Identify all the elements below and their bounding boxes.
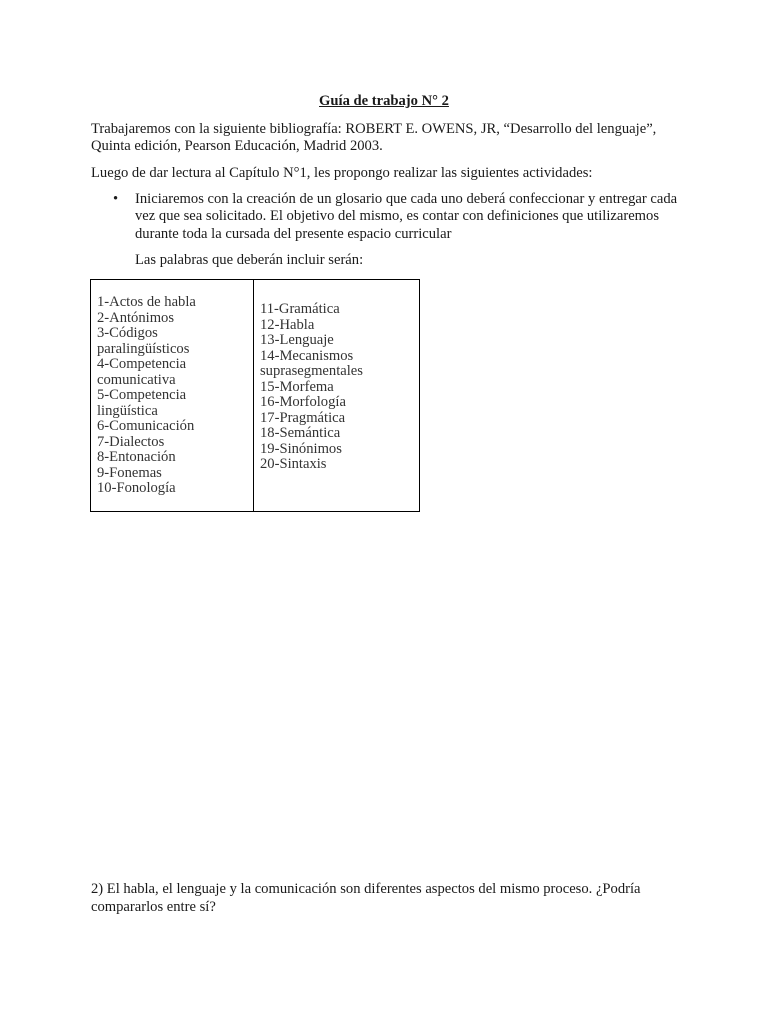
term-line: 1-Actos de habla xyxy=(97,294,196,310)
instructions-paragraph: Luego de dar lectura al Capítulo N°1, les propongo realizar las siguientes actividades: xyxy=(91,165,593,181)
term-line: 3-Códigos xyxy=(97,325,158,341)
glossary-terms-table xyxy=(90,279,420,512)
terms-column-right xyxy=(254,280,419,511)
term-line: 5-Competencia xyxy=(97,387,187,403)
term-line: 7-Dialectos xyxy=(97,433,165,450)
bibliography-paragraph: Trabajaremos con la siguiente bibliografía: ROBERT E. OWENS, JR, “Desarrollo del lenguaje”, Quinta edición, Pearson Educación, Madrid 2003. xyxy=(91,121,657,154)
words-intro: Las palabras que deberán incluir serán: xyxy=(135,252,364,268)
term-line: 8-Entonación xyxy=(97,449,176,465)
term-line: 17-Pragmática xyxy=(260,409,346,426)
bullet-text: Iniciaremos con la creación de un glosario que cada uno deberá confeccionar y entregar cada vez que sea solicitado. El objetivo del mismo, es contar con definiciones que utilizaremos durante toda la cursada del presente espacio curricular xyxy=(135,191,678,242)
term-line: 13-Lenguaje xyxy=(260,332,334,348)
term-line: comunicativa xyxy=(97,371,176,388)
term-line: 4-Competencia xyxy=(97,356,187,372)
term-line: 10-Fonología xyxy=(97,480,176,496)
term-line: 19-Sinónimos xyxy=(260,440,342,457)
term-line: 18-Semántica xyxy=(260,425,341,441)
term-line: 14-Mecanismos xyxy=(260,347,354,364)
term-line: 6-Comunicación xyxy=(97,418,195,434)
term-line: suprasegmentales xyxy=(260,363,363,379)
term-line: 11-Gramática xyxy=(260,301,340,317)
term-line: 2-Antónimos xyxy=(97,309,175,326)
document-title: Guía de trabajo N° 2 xyxy=(319,93,449,109)
term-line: lingüística xyxy=(97,402,158,419)
terms-column-left xyxy=(91,280,254,511)
term-line: 9-Fonemas xyxy=(97,464,162,481)
bullet-icon: • xyxy=(113,191,119,207)
term-line: 20-Sintaxis xyxy=(260,456,327,472)
term-line: 16-Morfología xyxy=(260,394,346,410)
term-line: 12-Habla xyxy=(260,316,315,333)
term-line: paralingüísticos xyxy=(97,340,190,357)
question-2: 2) El habla, el lenguaje y la comunicación son diferentes aspectos del mismo proceso. ¿Podría compararlos entre sí? xyxy=(91,881,641,915)
term-line: 15-Morfema xyxy=(260,378,334,395)
